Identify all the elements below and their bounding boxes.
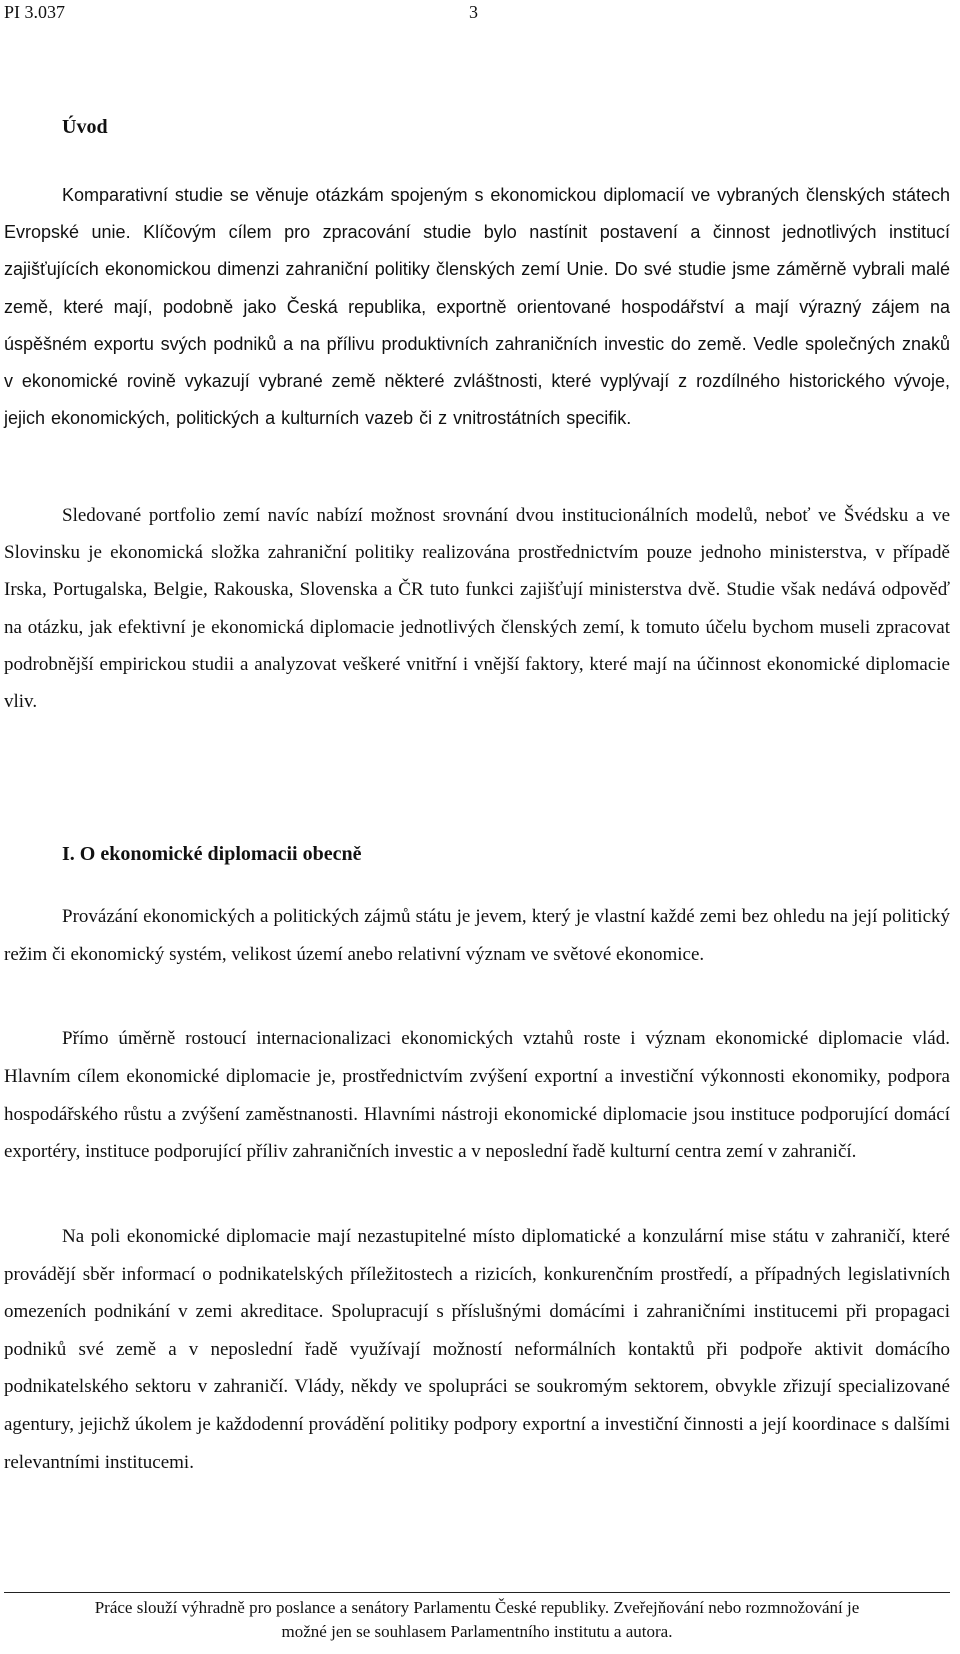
footer-line-1: Práce slouží výhradně pro poslance a senátory Parlamentu České republiky. Zveřejňování nebo rozmnožování je: [94, 1598, 860, 1617]
intro-paragraph-2: Sledované portfolio zemí navíc nabízí možnost srovnání dvou institucionálních modelů, neboť ve Švédsku a ve Slovinsku je ekonomická složka zahraniční politiky realizována prostřednictvím pouze jednoho ministerstva, v případě Irska, Portugalska, Belgie, Rakouska, Slovenska a ČR tuto funkci zajišťují ministerstva dvě. Studie však nedává odpověď na otázku, jak efektivní je ekonomická diplomacie jednotlivých členských zemí, k tomuto účelu bychom museli zpracovat podrobnější empirickou studii a analyzovat veškeré vnitřní i vnější faktory, které mají na účinnost ekonomické diplomacie vliv.: [4, 505, 950, 713]
page-header: [4, 0, 478, 24]
chapter1-paragraph-3: Na poli ekonomické diplomacie mají nezastupitelné místo diplomatické a konzulární mise státu v zahraničí, které provádějí sběr informací o podnikatelských příležitostech a rizicích, konkurenčním prostředí, a případných legislativních omezeních podnikání v zemi akreditace. Spolupracují s příslušnými domácími i zahraničními institucemi při propagaci podniků své země a v neposlední řadě využívají možností neformálních kontaktů při podpoře aktivit domácího podnikatelského sektoru v zahraničí. Vlády, někdy ve spolupráci se soukromým sektorem, obvykle zřizují specializované agentury, jejichž úkolem je každodenní provádění politiky podpory exportní a investiční činnosti a její koordinace s dalšími relevantními institucemi.: [4, 1226, 950, 1473]
intro-paragraph-1: Komparativní studie se věnuje otázkám spojeným s ekonomickou diplomacií ve vybraných členských státech Evropské unie. Klíčovým cílem pro zpracování studie bylo nastínit postavení a činnost jednotlivých institucí zajišťujících ekonomickou dimenzi zahraniční politiky členských zemí Unie. Do své studie jsme záměrně vybrali malé země, které mají, podobně jako Česká republika, exportně orientované hospodářství a mají výrazný zájem na úspěšném exportu svých podniků a na přílivu produktivních zahraničních investic do země. Vedle společných znaků v ekonomické rovině vykazují vybrané země některé zvláštnosti, které vyplývají z rozdílného historického vývoje, jejich ekonomických, politických a kulturních vazeb či z vnitrostátních specifik.: [4, 185, 950, 429]
page-footer: [4, 1596, 950, 1644]
section-title-chapter-1: I. O ekonomické diplomacii obecně: [62, 843, 362, 865]
footer-line-2: možné jen se souhlasem Parlamentního institutu a autora.: [281, 1622, 673, 1641]
document-code: PI 3.037: [4, 2, 66, 22]
chapter1-paragraph-2: Přímo úměrně rostoucí internacionalizaci ekonomických vztahů roste i význam ekonomické diplomacie vlád. Hlavním cílem ekonomické diplomacie je, prostřednictvím zvýšení exportní a investiční výkonnosti ekonomiky, podpora hospodářského růstu a zvýšení zaměstnanosti. Hlavními nástroji ekonomické diplomacie jsou instituce podporující domácí exportéry, instituce podporující příliv zahraničních investic a v neposlední řadě kulturní centra zemí v zahraničí.: [4, 1028, 950, 1163]
footer-divider: [4, 1592, 950, 1593]
section-title-intro: Úvod: [62, 116, 108, 138]
chapter1-paragraph-1: Provázání ekonomických a politických zájmů státu je jevem, který je vlastní každé zemi bez ohledu na její politický režim či ekonomický systém, velikost území anebo relativní význam ve světové ekonomice.: [4, 906, 950, 965]
page-number: 3: [469, 2, 478, 22]
